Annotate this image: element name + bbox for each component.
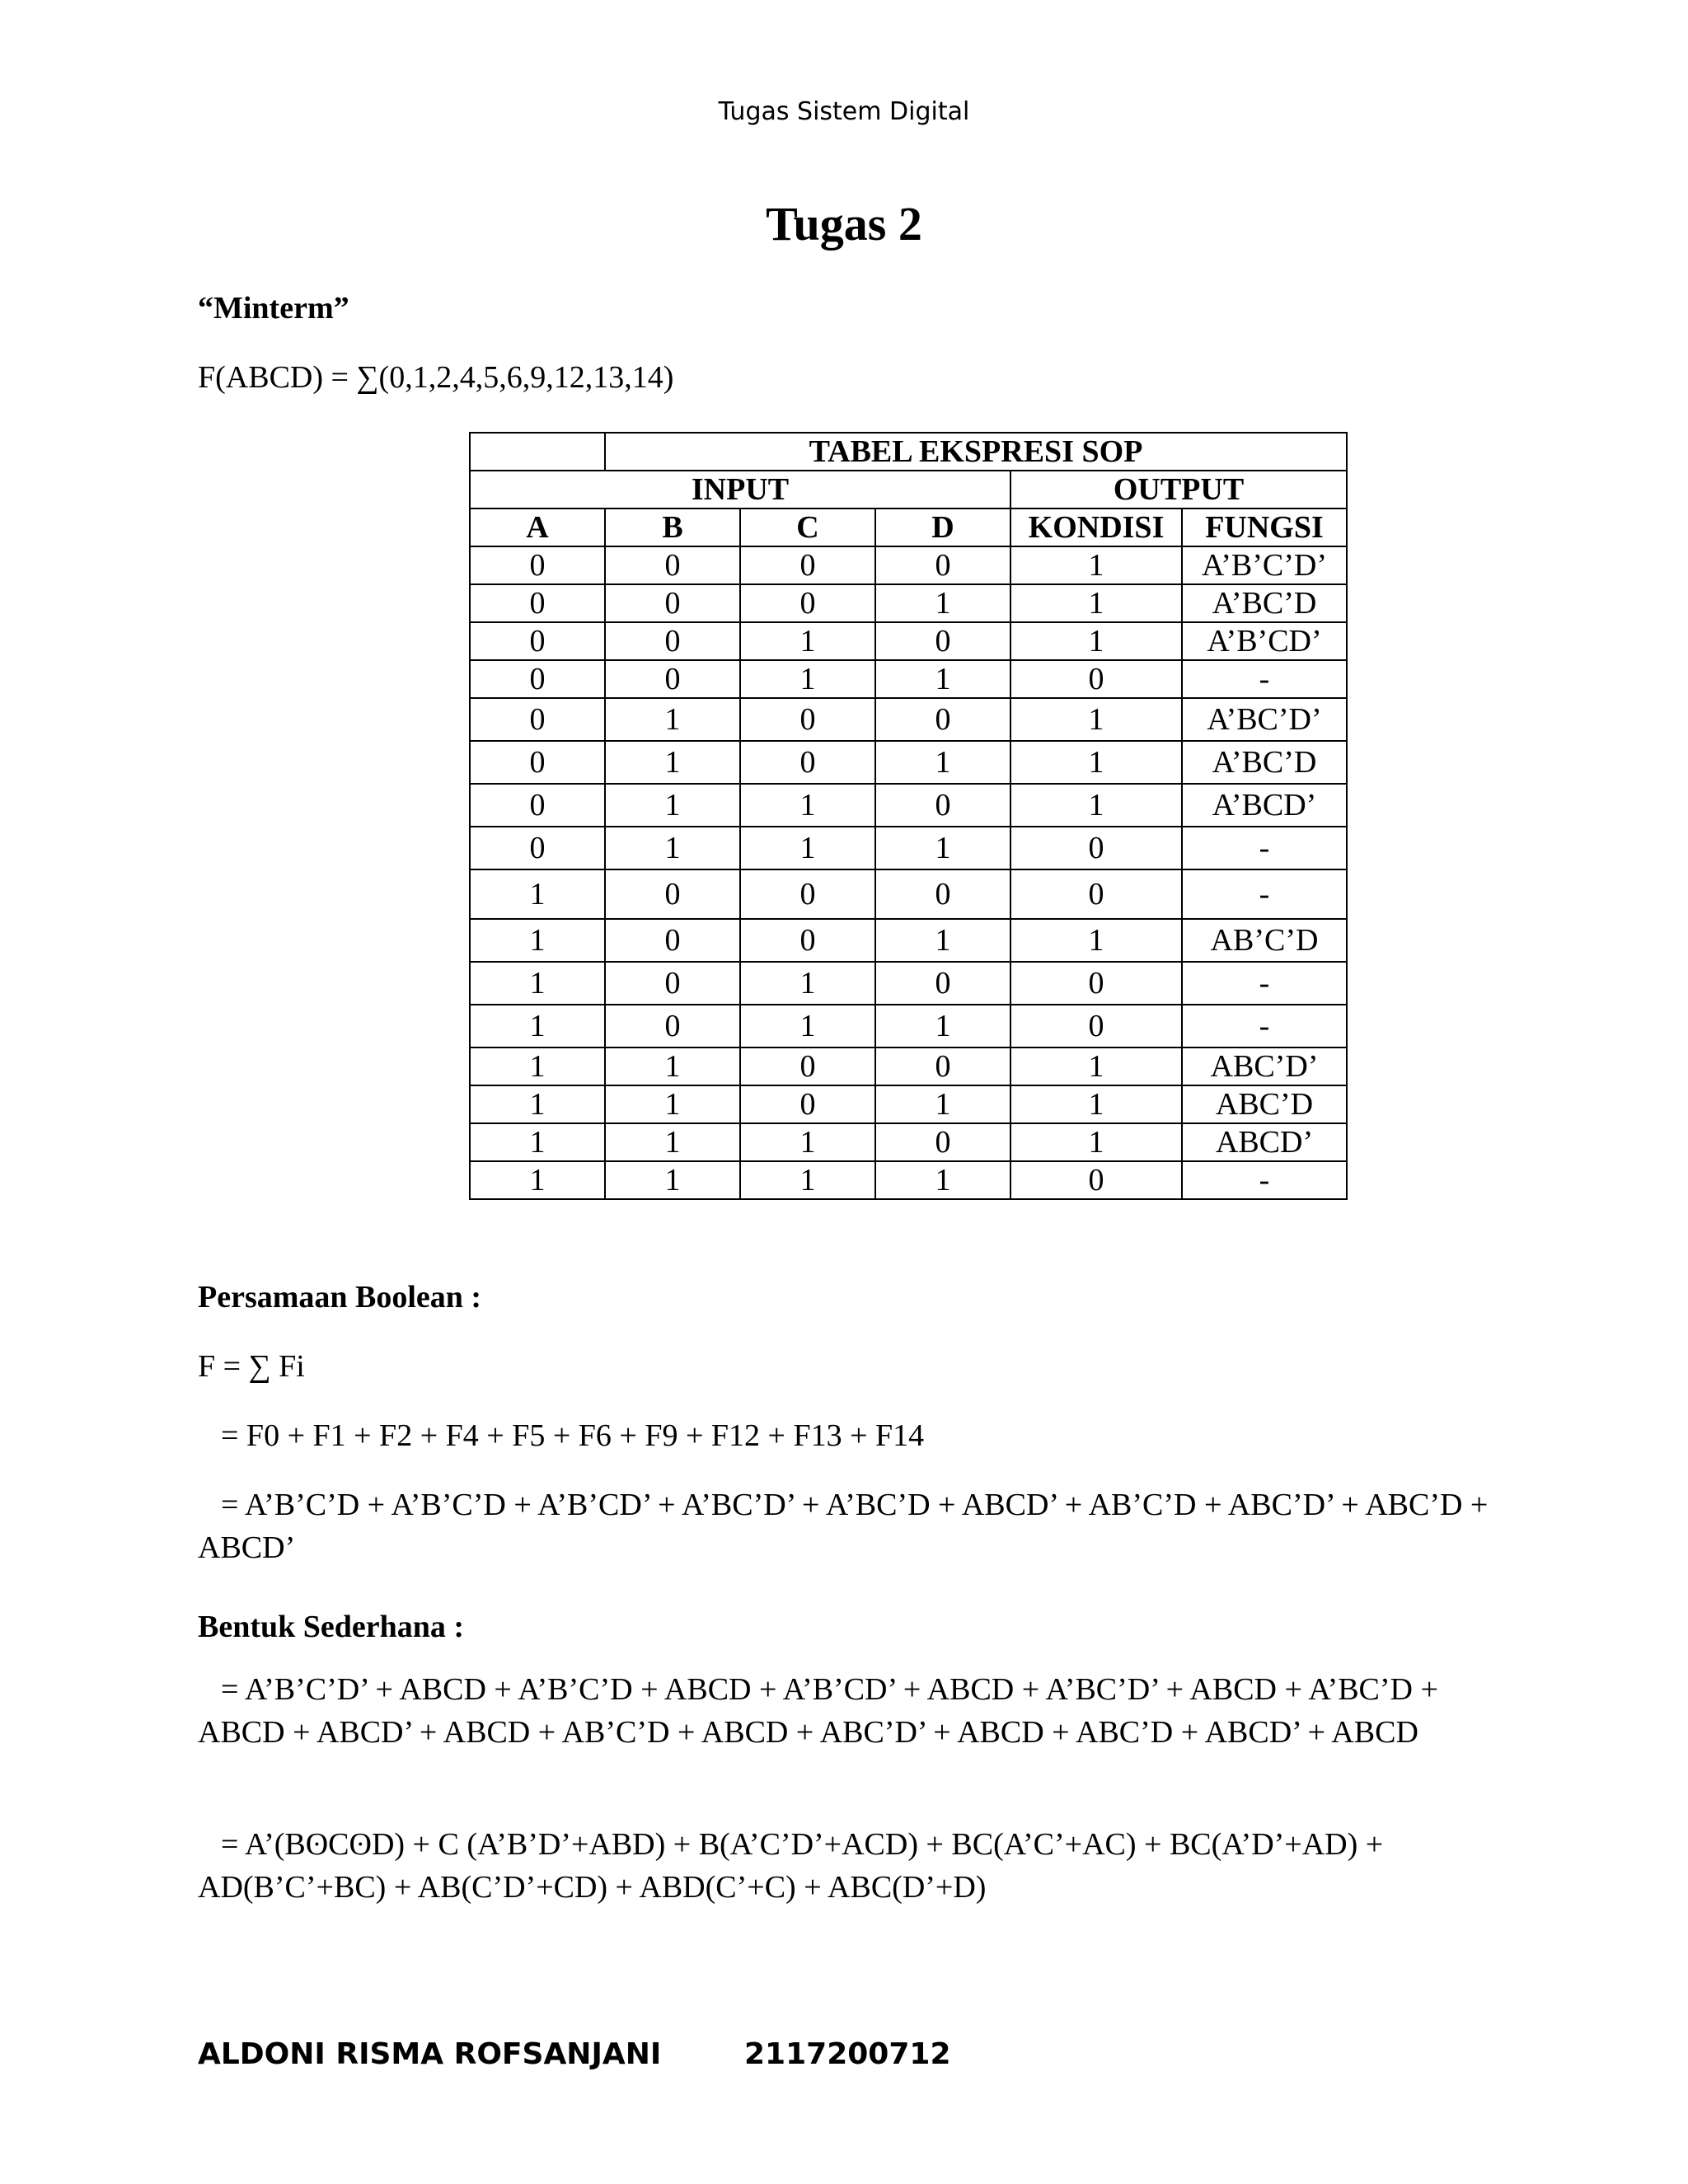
table-cell: 1 [1010,698,1182,741]
table-cell: 1 [740,1005,875,1047]
table-cell: 0 [875,546,1010,584]
table-cell: - [1182,962,1347,1005]
table-cell: A’BC’D’ [1182,698,1347,741]
simplified-heading: Bentuk Sederhana : [198,1610,465,1644]
table-cell: 0 [875,698,1010,741]
table-cell: 0 [875,622,1010,660]
table-cell: 0 [470,546,605,584]
table-cell: 1 [470,1005,605,1047]
table-cell: 1 [1010,1085,1182,1123]
table-cell: ABCD’ [1182,1123,1347,1161]
table-cell: 0 [605,869,740,919]
table-cell: 1 [605,1085,740,1123]
table-cell: 1 [875,827,1010,869]
table-row [470,698,1347,741]
table-cell: 0 [1010,962,1182,1005]
table-cell: 1 [875,741,1010,784]
table-row [470,869,1347,919]
boolean-line-3 [198,1483,1500,1569]
input-group-header: INPUT [470,471,1010,509]
table-row [470,1005,1347,1047]
table-row [470,1085,1347,1123]
table-cell: 0 [470,827,605,869]
table-row [470,827,1347,869]
table-cell: 0 [740,869,875,919]
table-row [470,1123,1347,1161]
table-cell: 1 [875,1085,1010,1123]
boolean-line-1: F = ∑ Fi [198,1349,305,1384]
table-cell: A’B’CD’ [1182,622,1347,660]
table-row [470,784,1347,827]
table-cell: 1 [875,584,1010,622]
table-cell: 0 [605,622,740,660]
table-cell: ABC’D’ [1182,1047,1347,1085]
table-cell: 0 [1010,1161,1182,1199]
table-cell: 0 [605,962,740,1005]
table-cell: 1 [605,1047,740,1085]
table-cell: 1 [605,784,740,827]
table-cell: A’BC’D [1182,584,1347,622]
table-row [470,1047,1347,1085]
table-cell: ABC’D [1182,1085,1347,1123]
table-cell: 1 [875,660,1010,698]
table-cell: 1 [1010,1047,1182,1085]
table-cell: 1 [1010,622,1182,660]
table-cell: 1 [605,1161,740,1199]
table-cell: 0 [875,962,1010,1005]
table-cell: 1 [1010,584,1182,622]
column-header: FUNGSI [1182,509,1347,546]
table-cell: - [1182,660,1347,698]
table-cell: 0 [470,584,605,622]
table-cell: 1 [740,622,875,660]
table-cell: 0 [1010,827,1182,869]
table-row [470,962,1347,1005]
page-header: Tugas Sistem Digital [718,97,970,126]
table-cell: 1 [605,1123,740,1161]
table-row [470,741,1347,784]
table-cell: 1 [470,919,605,962]
table-row [470,660,1347,698]
table-row [470,546,1347,584]
output-group-header: OUTPUT [1010,471,1347,509]
function-definition: F(ABCD) = ∑(0,1,2,4,5,6,9,12,13,14) [198,360,674,395]
table-cell: 1 [1010,546,1182,584]
table-cell: 1 [1010,1123,1182,1161]
table-cell: 0 [740,546,875,584]
table-cell: 1 [740,962,875,1005]
boolean-heading: Persamaan Boolean : [198,1280,482,1315]
table-row [470,1161,1347,1199]
table-cell: A’BCD’ [1182,784,1347,827]
column-header: D [875,509,1010,546]
table-cell: - [1182,1161,1347,1199]
table-cell: 1 [470,962,605,1005]
table-cell: 0 [605,584,740,622]
table-cell: 0 [740,584,875,622]
table-cell: 1 [875,1161,1010,1199]
table-cell: 0 [605,919,740,962]
table-cell: 0 [875,1123,1010,1161]
table-cell: 0 [740,698,875,741]
table-cell: 1 [605,827,740,869]
table-cell: A’B’C’D’ [1182,546,1347,584]
table-cell: - [1182,869,1347,919]
table-cell: 1 [740,1123,875,1161]
table-cell: 0 [875,784,1010,827]
table-cell: 0 [875,1047,1010,1085]
column-header: KONDISI [1010,509,1182,546]
table-cell: 1 [875,919,1010,962]
table-cell: 0 [470,660,605,698]
table-cell: 1 [740,784,875,827]
table-cell: A’BC’D [1182,741,1347,784]
table-cell: 1 [605,698,740,741]
boolean-line-3-text: = A’B’C’D + A’B’C’D + A’B’CD’ + A’BC’D’ + A’BC’D + ABCD’ + AB’C’D + ABC’D’ + ABC’D + ABCD’ [198,1488,1489,1565]
table-cell: 0 [470,784,605,827]
table-cell: 0 [875,869,1010,919]
table-cell: 0 [605,1005,740,1047]
sop-expression-table [469,432,1348,1200]
table-cell: - [1182,1005,1347,1047]
table-corner-cell [470,433,605,471]
table-cell: 0 [1010,869,1182,919]
table-cell: 1 [470,1123,605,1161]
table-cell: 1 [875,1005,1010,1047]
table-cell: 0 [740,1085,875,1123]
table-cell: 0 [1010,660,1182,698]
simplified-paragraph-1 [198,1668,1500,1754]
table-cell: 1 [470,1161,605,1199]
table-row [470,919,1347,962]
column-header: A [470,509,605,546]
table-row [470,584,1347,622]
boolean-line-2: = F0 + F1 + F2 + F4 + F5 + F6 + F9 + F12 + F13 + F14 [221,1418,925,1453]
column-header: C [740,509,875,546]
table-cell: 1 [470,1047,605,1085]
table-cell: 1 [740,827,875,869]
table-cell: 0 [470,622,605,660]
table-cell: 1 [605,741,740,784]
column-header: B [605,509,740,546]
table-cell: 0 [1010,1005,1182,1047]
table-cell: 1 [1010,919,1182,962]
table-cell: 0 [740,741,875,784]
table-cell: AB’C’D [1182,919,1347,962]
table-cell: - [1182,827,1347,869]
table-cell: 1 [470,1085,605,1123]
table-cell: 1 [1010,784,1182,827]
table-cell: 0 [605,546,740,584]
simplified-paragraph-2 [198,1823,1500,1909]
table-cell: 0 [605,660,740,698]
simplified-paragraph-1-text: = A’B’C’D’ + ABCD + A’B’C’D + ABCD + A’B’CD’ + ABCD + A’BC’D’ + ABCD + A’BC’D + ABCD + ABCD’ + ABCD + AB’C’D + ABCD + ABC’D’ + ABCD + ABC’D + ABCD’ + ABCD [198,1672,1438,1750]
table-cell: 1 [740,660,875,698]
table-cell: 0 [470,698,605,741]
table-cell: 0 [740,1047,875,1085]
table-cell: 1 [1010,741,1182,784]
minterm-heading: “Minterm” [198,291,349,326]
table-cell: 1 [740,1161,875,1199]
simplified-paragraph-2-text: = A’(BʘCʘD) + C (A’B’D’+ABD) + B(A’C’D’+ACD) + BC(A’C’+AC) + BC(A’D’+AD) + AD(B’C’+BC) + AB(C’D’+CD) + ABD(C’+C) + ABC(D’+D) [198,1827,1384,1905]
page-title: Tugas 2 [766,197,922,251]
footer-student-id: 2117200712 [744,2037,951,2071]
footer-name: ALDONI RISMA ROFSANJANI [198,2037,662,2071]
table-row [470,622,1347,660]
table-cell: 0 [470,741,605,784]
table-title: TABEL EKSPRESI SOP [605,433,1347,471]
table-cell: 0 [740,919,875,962]
table-cell: 1 [470,869,605,919]
column-header-row [470,509,1347,546]
